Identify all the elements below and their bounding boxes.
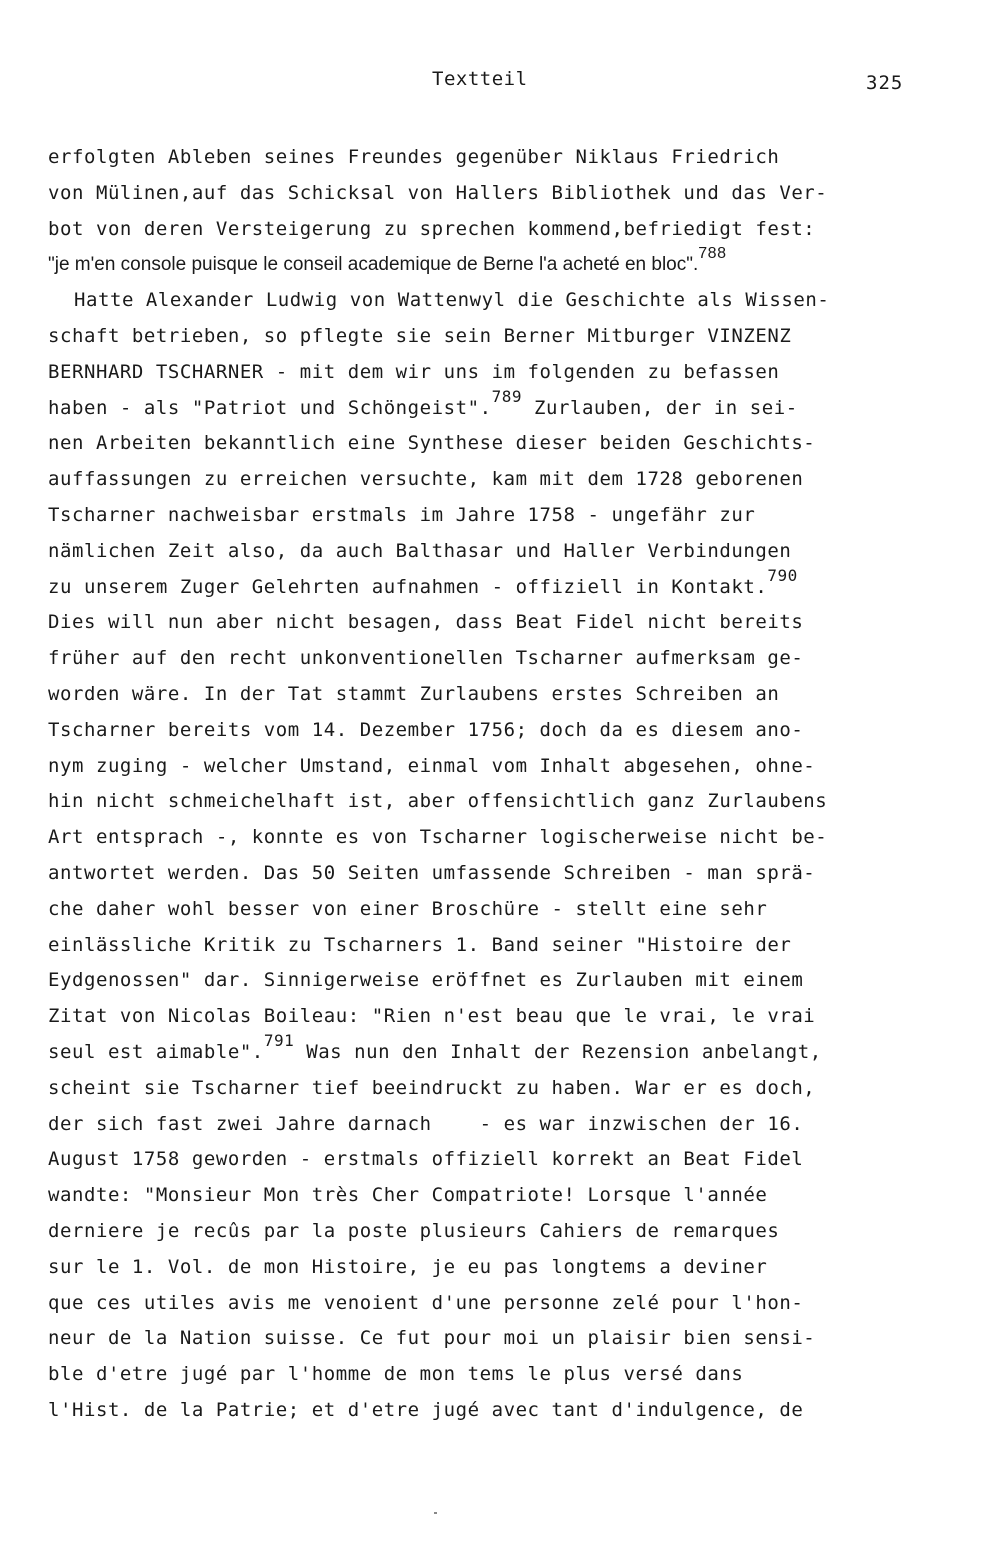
line-text: Tscharner bereits vom 14. Dezember 1756; doch da es diesem ano- [48,718,804,741]
text-line [48,641,948,677]
page-number: 325 [866,72,904,94]
text-line [48,963,948,999]
running-title: Textteil [432,68,528,90]
text-line [48,462,948,498]
running-header [0,68,1000,98]
text-line [48,1030,948,1071]
text-line [48,856,948,892]
line-text: hin nicht schmeichelhaft ist, aber offensichtlich ganz Zurlaubens [48,790,828,813]
text-line [48,212,948,248]
text-line [48,386,948,427]
line-text: worden wäre. In der Tat stammt Zurlaubens erstes Schreiben an [48,682,780,705]
text-line [48,426,948,462]
line-text: Dies will nun aber nicht besagen, dass Beat Fidel nicht bereits [48,611,804,634]
line-text: nen Arbeiten bekanntlich eine Synthese dieser beiden Geschichts- [48,432,816,455]
footnote-marker: 791 [263,1030,295,1050]
line-text: erfolgten Ableben seines Freundes gegenüber Niklaus Friedrich [48,146,780,168]
text-line [48,534,948,570]
text-line [48,784,948,820]
text-line [48,140,948,176]
text-line [48,565,948,606]
line-text: derniere je recûs par la poste plusieurs Cahiers de remarques [48,1219,780,1242]
text-line [48,999,948,1035]
text-line [48,1071,948,1107]
line-text: l'Hist. de la Patrie; et d'etre jugé avec tant d'indulgence, de [48,1398,804,1421]
text-line [48,820,948,856]
line-text: "je m'en console puisque le conseil academique de Berne l'a acheté en bloc". [48,254,699,276]
text-line [48,605,948,641]
text-line [48,1178,948,1214]
text-line [48,1142,948,1178]
text-line [48,247,948,283]
line-text: wandte: "Monsieur Mon très Cher Compatriote! Lorsque l'année [48,1184,768,1207]
line-text: schaft betrieben, so pflegte sie sein Berner Mitburger VINZENZ [48,324,792,347]
line-text: früher auf den recht unkonventionellen Tscharner aufmerksam ge- [48,647,804,670]
line-text: scheint sie Tscharner tief beeindruckt zu haben. War er es doch, [48,1076,816,1099]
line-text: auffassungen zu erreichen versuchte, kam mit dem 1728 geborenen [48,468,804,491]
line-text: haben - als "Patriot und Schöngeist". [48,396,492,419]
line-text-continued: Zurlauben, der in sei- [522,396,798,419]
text-line [48,1357,948,1393]
text-line [48,319,948,355]
text-line [48,1107,948,1143]
line-text: zu unserem Zuger Gelehrten aufnahmen - offiziell in Kontakt. [48,575,768,598]
line-text: nym zuging - welcher Umstand, einmal vom Inhalt abgesehen, ohne- [48,754,816,777]
text-line [48,1250,948,1286]
line-text: einlässliche Kritik zu Tscharners 1. Band seiner "Histoire der [48,933,792,956]
text-line [48,1393,948,1429]
footnote-marker: 788 [698,245,727,263]
line-text: von Mülinen,auf das Schicksal von Hallers Bibliothek und das Ver- [48,181,828,204]
line-text: antwortet werden. Das 50 Seiten umfassende Schreiben - man sprä- [48,861,816,884]
line-text: ble d'etre jugé par l'homme de mon tems le plus versé dans [48,1363,744,1386]
line-text: seul est aimable". [48,1040,264,1063]
body-text [48,140,948,1429]
line-text: BERNHARD TSCHARNER - mit dem wir uns im folgenden zu befassen [48,360,780,383]
line-text: Art entsprach -, konnte es von Tscharner logischerweise nicht be- [48,826,828,849]
line-text: Zitat von Nicolas Boileau: "Rien n'est beau que le vrai, le vrai [48,1005,816,1028]
line-text: Hatte Alexander Ludwig von Wattenwyl die Geschichte als Wissen- [74,289,830,312]
text-line [48,892,948,928]
text-line [48,283,948,319]
line-text: Eydgenossen" dar. Sinnigerweise eröffnet es Zurlauben mit einem [48,969,804,992]
line-text: nämlichen Zeit also, da auch Balthasar und Haller Verbindungen [48,539,792,562]
line-text-continued: Was nun den Inhalt der Rezension anbelangt, [294,1040,822,1063]
line-text: Tscharner nachweisbar erstmals im Jahre 1758 - ungefähr zur [48,503,756,526]
text-line [48,1286,948,1322]
footnote-marker: 789 [491,386,522,406]
text-line [48,677,948,713]
text-line [48,1321,948,1357]
text-line [48,928,948,964]
text-line [48,749,948,785]
text-line [48,1214,948,1250]
line-text: bot von deren Versteigerung zu sprechen kommend,befriedigt fest: [48,217,816,240]
scan-speck [434,1512,437,1514]
line-text: der sich fast zwei Jahre darnach - es war inzwischen der 16. [48,1112,804,1135]
line-text: que ces utiles avis me venoient d'une personne zelé pour l'hon- [48,1291,804,1314]
line-text: August 1758 geworden - erstmals offiziell korrekt an Beat Fidel [48,1148,804,1171]
text-line [48,176,948,212]
text-line [48,355,948,391]
line-text: sur le 1. Vol. de mon Histoire, je eu pas longtems a deviner [48,1255,768,1278]
line-text: neur de la Nation suisse. Ce fut pour moi un plaisir bien sensi- [48,1327,816,1350]
text-line [48,713,948,749]
footnote-marker: 790 [767,565,798,585]
line-text: che daher wohl besser von einer Broschüre - stellt eine sehr [48,897,768,920]
text-line [48,498,948,534]
